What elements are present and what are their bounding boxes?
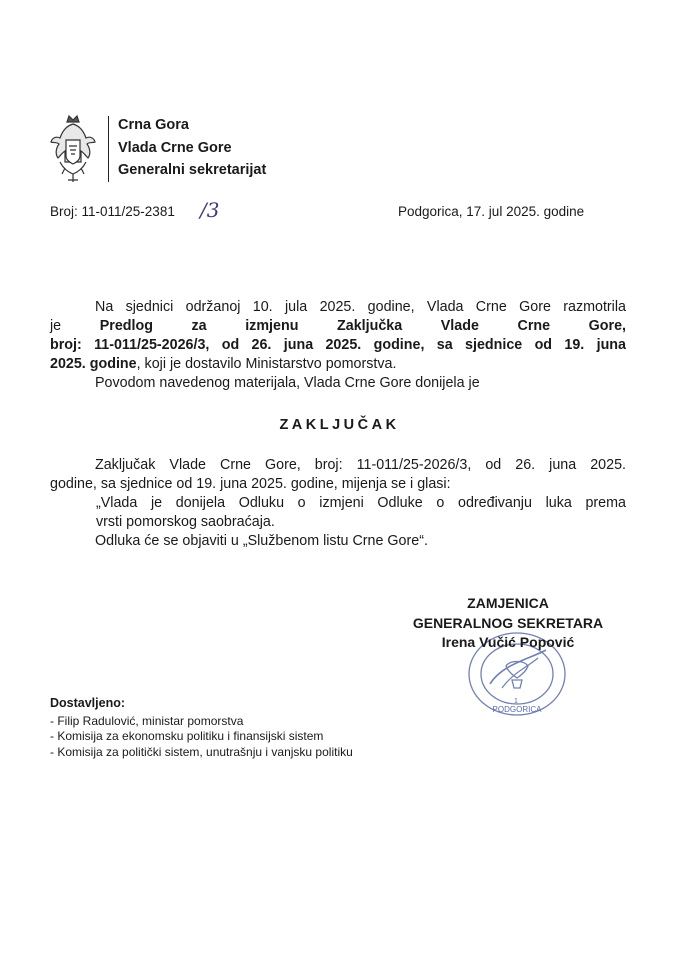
distribution-item: - Komisija za ekonomsku politiku i finansijski sistem (50, 729, 324, 743)
signatory-name: Irena Vučić Popović (441, 634, 575, 650)
conclusion-line: „Vlada je donijela Odluku o izmjeni Odluke o određivanju luka prema (96, 495, 626, 511)
stamp-city: PODGORICA (492, 705, 542, 714)
header-divider (108, 116, 109, 182)
header-secretariat: Generalni sekretarijat (118, 162, 267, 178)
conclusion-paragraph (50, 456, 626, 551)
distribution-list (50, 696, 353, 760)
conclusion-line: Odluka će se objaviti u „Službenom listu Crne Gore“. (95, 533, 428, 549)
intro-bold-text: 2025. godine (50, 356, 137, 372)
intro-paragraph (50, 298, 626, 393)
distribution-item: - Komisija za politički sistem, unutrašnju i vanjsku politiku (50, 744, 353, 759)
distribution-item: - Filip Radulović, ministar pomorstva (50, 713, 244, 728)
intro-line (50, 355, 626, 374)
intro-line (50, 336, 626, 355)
intro-line (50, 317, 626, 336)
signature-block (388, 594, 628, 653)
intro-bold-text: broj: 11-011/25-2026/3, od 26. juna 2025. godine, sa sjednice od 19. juna (50, 337, 626, 353)
distribution-title: Dostavljeno: (50, 696, 126, 710)
coat-of-arms-icon (48, 112, 98, 192)
place-and-date: Podgorica, 17. jul 2025. godine (398, 204, 585, 219)
institution-header (118, 114, 266, 182)
header-government: Vlada Crne Gore (118, 139, 232, 156)
intro-line: Povodom navedenog materijala, Vlada Crne Gore donijela je (95, 375, 480, 391)
conclusion-heading: ZAKLJUČAK (279, 417, 400, 433)
stamp-number: 1 (514, 698, 518, 705)
intro-text: , koji je dostavilo Ministarstvo pomorstva. (136, 356, 397, 372)
conclusion-line: godine, sa sjednice od 19. juna 2025. godine, mijenja se i glasi: (50, 476, 451, 492)
conclusion-line: Zaključak Vlade Crne Gore, broj: 11-011/25-2026/3, od 26. juna 2025. (95, 457, 626, 473)
conclusion-line: vrsti pomorskog saobraćaja. (96, 514, 275, 530)
header-country: Crna Gora (118, 117, 189, 133)
signatory-title: GENERALNOG SEKRETARA (412, 614, 604, 631)
handwritten-suffix: /3 (200, 198, 220, 222)
intro-line: Na sjednici održanoj 10. jula 2025. godine, Vlada Crne Gore razmotrila (95, 299, 626, 315)
signatory-title: ZAMJENICA (467, 595, 549, 611)
intro-bold-text: Predlog za izmjenu Zaključka Vlade Crne Gore, (99, 318, 626, 334)
reference-number: Broj: 11-011/25-2381 (50, 204, 175, 219)
intro-text: je (50, 318, 100, 334)
